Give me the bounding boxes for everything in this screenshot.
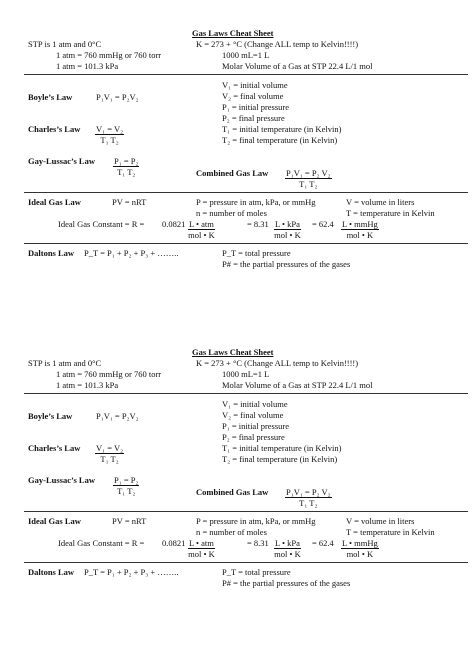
combined-gas-law-equation — [285, 168, 332, 189]
sheet-title: Gas Laws Cheat Sheet — [192, 347, 274, 357]
fraction-numerator: L • kPa — [275, 219, 300, 229]
gas-constant-unit — [274, 219, 301, 240]
gas-constant-unit — [341, 219, 379, 240]
variable-line: P₂ = final pressure — [222, 432, 285, 442]
variable-line: V₁ = initial volume — [222, 399, 288, 409]
fraction-denominator: mol • K — [274, 230, 301, 240]
fraction-denominator: T₁ T₂ — [100, 135, 119, 145]
total-pressure-definition: P_T = total pressure — [222, 567, 291, 577]
conversion-line: Molar Volume of a Gas at STP 22.4 L/1 mol — [222, 61, 373, 71]
combined-gas-law-label: Combined Gas Law — [196, 168, 269, 178]
stp-line: 1 atm = 101.3 kPa — [56, 61, 119, 71]
ideal-gas-law-label: Ideal Gas Law — [28, 197, 81, 207]
stp-line: 1 atm = 760 mmHg or 760 torr — [56, 50, 162, 60]
cheat-sheet-top — [0, 28, 474, 338]
boyles-law-label: Boyle’s Law — [28, 92, 73, 102]
daltons-law-label: Daltons Law — [28, 567, 75, 577]
variable-line: T₂ = final temperature (in Kelvin) — [222, 454, 338, 464]
variable-line: V₁ = initial volume — [222, 80, 288, 90]
gas-constant-label: Ideal Gas Constant = R = — [58, 538, 145, 548]
gay-lussac-law-label: Gay-Lussac’s Law — [28, 475, 95, 485]
stp-line: STP is 1 atm and 0°C — [28, 39, 102, 49]
fraction-denominator: mol • K — [274, 549, 301, 559]
boyles-law-label: Boyle’s Law — [28, 411, 73, 421]
fraction-denominator: mol • K — [346, 230, 374, 240]
variable-line: V₂ = final volume — [222, 410, 284, 420]
fraction-numerator: L • atm — [189, 538, 214, 548]
gas-constant-value: = 62.4 — [312, 219, 334, 229]
pressure-definition: P = pressure in atm, kPa, or mmHg — [196, 197, 316, 207]
boyles-law-equation: P₁V₁ = P₂V₂ — [96, 411, 139, 421]
charles-law-label: Charles’s Law — [28, 124, 81, 134]
fraction-numerator: V₁ = V₂ — [96, 443, 124, 453]
fraction-denominator: T₁ T₂ — [299, 179, 318, 189]
variable-line: T₂ = final temperature (in Kelvin) — [222, 135, 338, 145]
gas-constant-label: Ideal Gas Constant = R = — [58, 219, 145, 229]
gas-constant-unit — [274, 538, 301, 559]
fraction-numerator: V₁ = V₂ — [96, 124, 124, 134]
fraction-numerator: L • mmHg — [342, 538, 378, 548]
conversion-line: K = 273 + °C (Change ALL temp to Kelvin!!!!) — [196, 358, 359, 368]
gay-lussac-law-label: Gay-Lussac’s Law — [28, 156, 95, 166]
charles-law-equation — [95, 443, 124, 464]
charles-law-label: Charles’s Law — [28, 443, 81, 453]
divider — [24, 192, 468, 193]
stp-line: STP is 1 atm and 0°C — [28, 358, 102, 368]
temperature-definition: T = temperature in Kelvin — [346, 208, 435, 218]
divider — [24, 511, 468, 512]
gas-constant-value: 0.0821 — [162, 219, 186, 229]
fraction-denominator: T₁ T₂ — [117, 486, 136, 496]
ideal-gas-law-equation: PV = nRT — [112, 197, 147, 207]
daltons-law-equation: P_T = P₁ + P₂ + P₃ + …….. — [84, 248, 179, 258]
gas-constant-value: = 8.31 — [247, 538, 269, 548]
partial-pressure-definition: P# = the partial pressures of the gases — [222, 578, 351, 588]
fraction-denominator: mol • K — [188, 230, 215, 240]
moles-definition: n = number of moles — [196, 527, 267, 537]
daltons-law-equation: P_T = P₁ + P₂ + P₃ + …….. — [84, 567, 179, 577]
fraction-denominator: T₁ T₂ — [117, 167, 136, 177]
temperature-definition: T = temperature in Kelvin — [346, 527, 435, 537]
stp-line: 1 atm = 101.3 kPa — [56, 380, 119, 390]
divider — [24, 562, 468, 563]
volume-definition: V = volume in liters — [346, 516, 415, 526]
fraction-numerator: P₁V₁ = P₂ V₂ — [286, 168, 331, 178]
charles-law-equation — [95, 124, 124, 145]
boyles-law-equation: P₁V₁ = P₂V₂ — [96, 92, 139, 102]
variable-line: T₁ = initial temperature (in Kelvin) — [222, 124, 342, 134]
volume-definition: V = volume in liters — [346, 197, 415, 207]
fraction-denominator: mol • K — [188, 549, 215, 559]
gas-constant-value: 0.0821 — [162, 538, 186, 548]
variable-line: P₁ = initial pressure — [222, 102, 290, 112]
combined-gas-law-label: Combined Gas Law — [196, 487, 269, 497]
variable-line: P₁ = initial pressure — [222, 421, 290, 431]
gas-constant-value: = 8.31 — [247, 219, 269, 229]
ideal-gas-law-label: Ideal Gas Law — [28, 516, 81, 526]
daltons-law-label: Daltons Law — [28, 248, 75, 258]
stp-line: 1 atm = 760 mmHg or 760 torr — [56, 369, 162, 379]
combined-gas-law-equation — [285, 487, 332, 508]
fraction-numerator: P₁ = P₂ — [114, 475, 139, 485]
gas-constant-unit — [188, 538, 215, 559]
fraction-numerator: P₁V₁ = P₂ V₂ — [286, 487, 331, 497]
fraction-denominator: T₁ T₂ — [100, 454, 119, 464]
total-pressure-definition: P_T = total pressure — [222, 248, 291, 258]
fraction-denominator: T₁ T₂ — [299, 498, 318, 508]
fraction-numerator: P₁ = P₂ — [114, 156, 139, 166]
gas-constant-unit — [188, 219, 215, 240]
fraction-numerator: L • atm — [189, 219, 214, 229]
conversion-line: 1000 mL=1 L — [222, 50, 270, 60]
gay-lussac-law-equation — [113, 475, 139, 496]
pressure-definition: P = pressure in atm, kPa, or mmHg — [196, 516, 316, 526]
conversion-line: K = 273 + °C (Change ALL temp to Kelvin!!!!) — [196, 39, 359, 49]
gas-constant-value: = 62.4 — [312, 538, 334, 548]
gas-constant-unit — [341, 538, 379, 559]
fraction-numerator: L • mmHg — [342, 219, 378, 229]
conversion-line: Molar Volume of a Gas at STP 22.4 L/1 mol — [222, 380, 373, 390]
divider — [24, 393, 468, 394]
moles-definition: n = number of moles — [196, 208, 267, 218]
variable-line: P₂ = final pressure — [222, 113, 285, 123]
cheat-sheet-bottom — [0, 347, 474, 657]
conversion-line: 1000 mL=1 L — [222, 369, 270, 379]
divider — [24, 74, 468, 75]
variable-line: V₂ = final volume — [222, 91, 284, 101]
ideal-gas-law-equation: PV = nRT — [112, 516, 147, 526]
sheet-title: Gas Laws Cheat Sheet — [192, 28, 274, 38]
fraction-numerator: L • kPa — [275, 538, 300, 548]
partial-pressure-definition: P# = the partial pressures of the gases — [222, 259, 351, 269]
fraction-denominator: mol • K — [346, 549, 374, 559]
gay-lussac-law-equation — [113, 156, 139, 177]
divider — [24, 243, 468, 244]
variable-line: T₁ = initial temperature (in Kelvin) — [222, 443, 342, 453]
